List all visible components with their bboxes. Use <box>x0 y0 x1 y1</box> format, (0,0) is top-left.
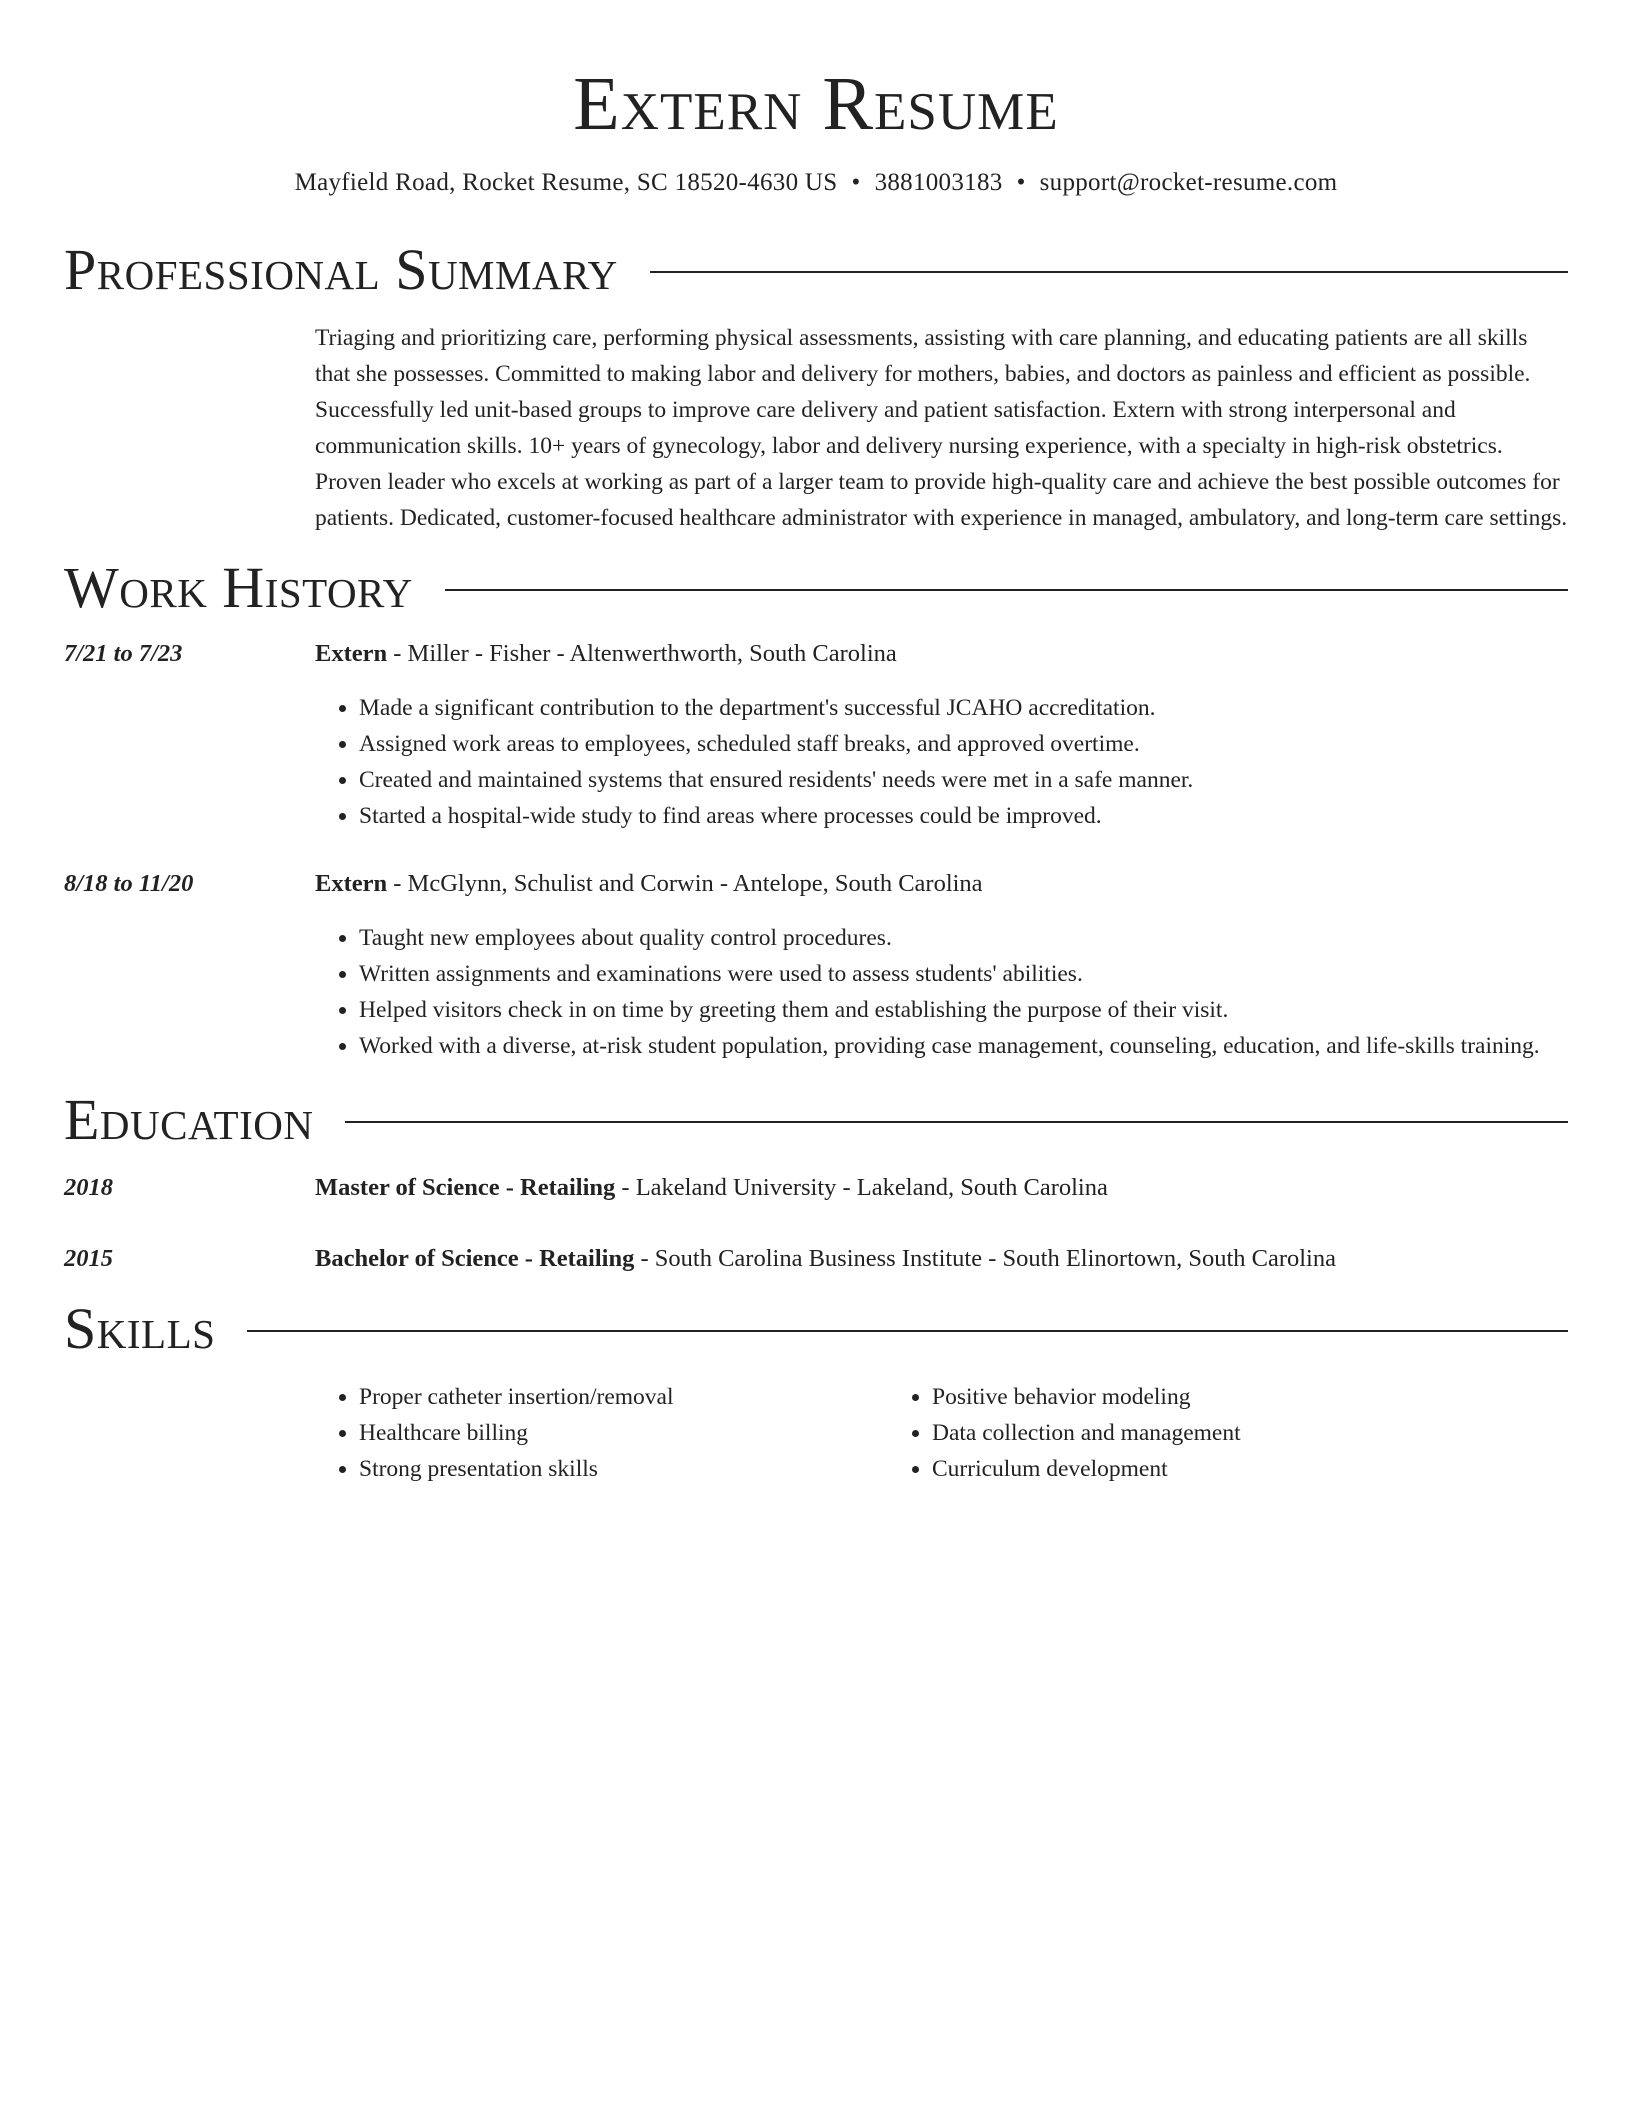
job-employer: - Miller - Fisher - Altenwerthworth, South Carolina <box>387 640 897 667</box>
contact-email: support@rocket-resume.com <box>1039 169 1338 196</box>
contact-phone: 3881003183 <box>874 169 1003 196</box>
section-divider <box>445 589 1568 591</box>
list-item: • Positive behavior modeling <box>932 1379 1461 1415</box>
education-year: 2018 <box>64 1174 113 1201</box>
job-bullets <box>315 690 1568 834</box>
job-title-line <box>315 866 1568 902</box>
skills-column-left <box>315 1379 888 1487</box>
contact-address: Mayfield Road, Rocket Resume, SC 18520-4630 US <box>294 169 838 196</box>
skills-heading: Skills <box>64 1296 216 1361</box>
summary-section-header <box>64 234 1568 306</box>
skills-section-header <box>64 1293 1568 1365</box>
list-item: • Made a significant contribution to the department's successful JCAHO accreditation. <box>359 690 1568 726</box>
section-divider <box>247 1330 1568 1332</box>
job-entry <box>64 636 1568 834</box>
list-item: • Strong presentation skills <box>359 1451 888 1487</box>
work-heading: Work History <box>64 555 413 620</box>
job-title: Extern <box>315 870 388 897</box>
job-bullets <box>315 920 1568 1064</box>
education-details <box>315 1170 1568 1206</box>
list-item: • Assigned work areas to employees, scheduled staff breaks, and approved overtime. <box>359 726 1568 762</box>
list-item: • Started a hospital-wide study to find areas where processes could be improved. <box>359 798 1568 834</box>
list-item: • Written assignments and examinations were used to assess students' abilities. <box>359 956 1568 992</box>
contact-line <box>64 166 1568 200</box>
summary-text: Triaging and prioritizing care, performing physical assessments, assisting with care planning, and educating patients are all skills that she possesses. Committed to making labor and delivery for mothers, babies, and doctors as painless and efficient as possible. Successfully led unit-based groups to improve care delivery and patient satisfaction. Extern with strong interpersonal and communication skills. 10+ years of gynecology, labor and delivery nursing experience, with a specialty in high-risk obstetrics. Proven leader who excels at working as part of a larger team to provide high-quality care and achieve the best possible outcomes for patients. Dedicated, customer-focused healthcare administrator with experience in managed, ambulatory, and long-term care settings. <box>315 325 1568 531</box>
education-section-header <box>64 1084 1568 1156</box>
education-degree: Bachelor of Science - Retailing <box>315 1245 635 1272</box>
job-details <box>315 636 1568 834</box>
job-title-line <box>315 636 1568 672</box>
resume-page <box>64 0 1568 1487</box>
job-details <box>315 866 1568 1064</box>
list-item: • Curriculum development <box>932 1451 1461 1487</box>
list-item: • Created and maintained systems that ensured residents' needs were met in a safe manner. <box>359 762 1568 798</box>
job-title: Extern <box>315 640 388 667</box>
education-year: 2015 <box>64 1245 113 1272</box>
job-dates: 7/21 to 7/23 <box>64 640 183 667</box>
education-school: - Lakeland University - Lakeland, South Carolina <box>615 1174 1108 1201</box>
job-employer: - McGlynn, Schulist and Corwin - Antelope, South Carolina <box>387 870 983 897</box>
education-degree: Master of Science - Retailing <box>315 1174 616 1201</box>
education-details <box>315 1241 1568 1277</box>
contact-separator: • <box>851 169 861 196</box>
job-dates: 8/18 to 11/20 <box>64 870 194 897</box>
skills-list <box>315 1379 1568 1487</box>
skills-column-right <box>888 1379 1461 1487</box>
education-school: - South Carolina Business Institute - South Elinortown, South Carolina <box>634 1245 1336 1272</box>
education-entry <box>64 1170 1568 1206</box>
list-item: • Helped visitors check in on time by greeting them and establishing the purpose of their visit. <box>359 992 1568 1028</box>
summary-heading: Professional Summary <box>64 237 618 302</box>
resume-name: Extern Resume <box>573 62 1059 146</box>
work-section-header <box>64 552 1568 624</box>
education-heading: Education <box>64 1087 314 1152</box>
contact-separator: • <box>1016 169 1026 196</box>
list-item: • Proper catheter insertion/removal <box>359 1379 888 1415</box>
section-divider <box>650 271 1568 273</box>
list-item: • Taught new employees about quality control procedures. <box>359 920 1568 956</box>
education-entry <box>64 1241 1568 1277</box>
section-divider <box>345 1121 1568 1123</box>
list-item: • Healthcare billing <box>359 1415 888 1451</box>
job-entry <box>64 866 1568 1064</box>
list-item: • Data collection and management <box>932 1415 1461 1451</box>
list-item: • Worked with a diverse, at-risk student population, providing case management, counseling, education, and life-skills training. <box>359 1028 1568 1064</box>
